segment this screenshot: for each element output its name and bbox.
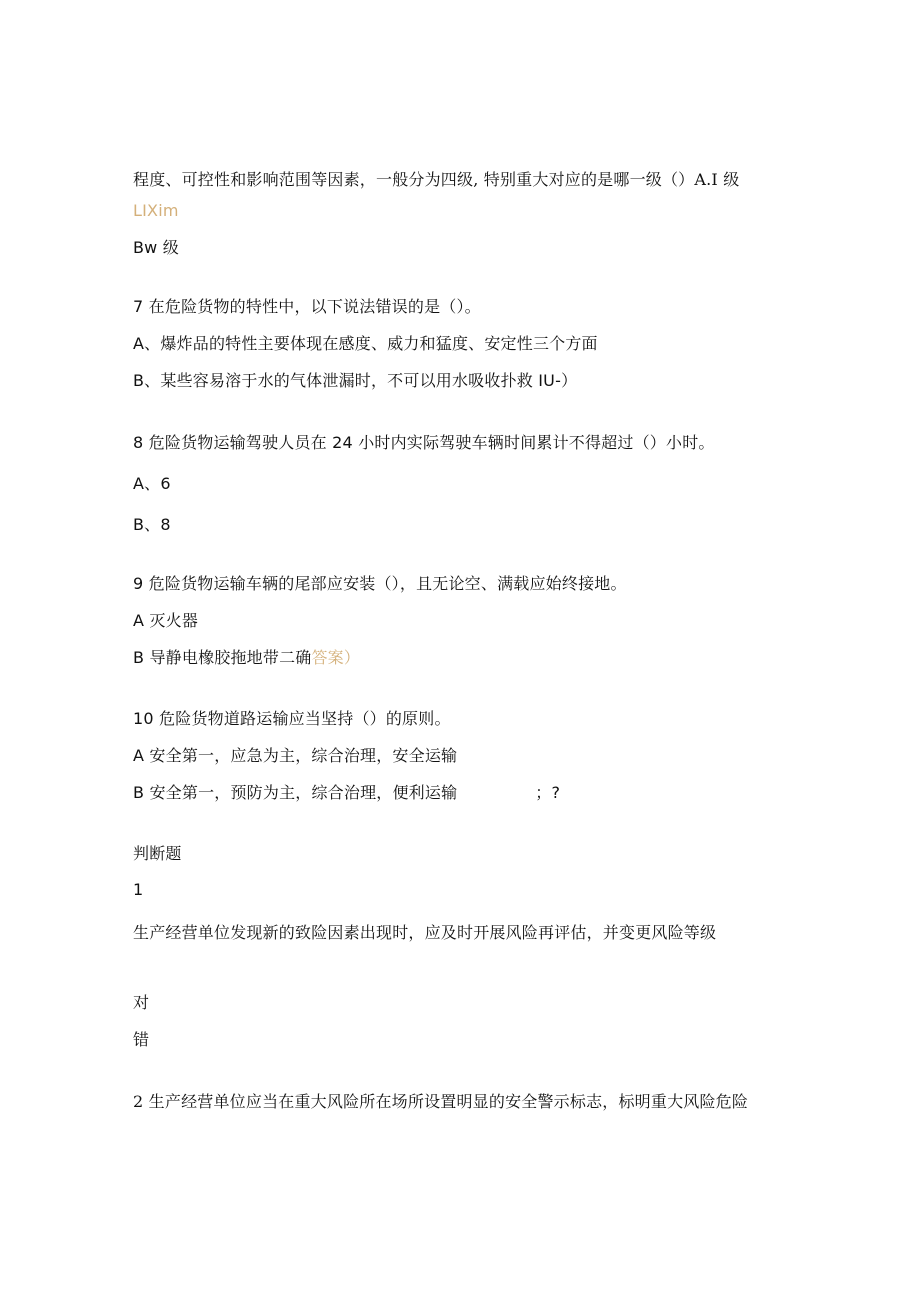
question-10-stem: 10 危险货物道路运输应当坚持（）的原则。	[133, 709, 451, 728]
question-8-stem: 8 危险货物运输驾驶人员在 24 小时内实际驾驶车辆时间累计不得超过（）小时。	[133, 433, 715, 452]
question-7-stem: 7 在危险货物的特性中，以下说法错误的是（）。	[133, 297, 481, 316]
question-8-option-b: B、8	[133, 515, 171, 534]
question-6-stem: 程度、可控性和影响范围等因素，一般分为四级, 特别重大对应的是哪一级（）A.I 级	[133, 170, 740, 189]
true-false-1-option-true: 对	[133, 993, 150, 1012]
question-7-option-b: B、某些容易溶于水的气体泄漏时，不可以用水吸收扑救 IU-）	[133, 371, 578, 390]
question-6-answer-mark: LIXim	[133, 201, 179, 220]
question-10-option-b	[133, 783, 560, 803]
question-9-option-a: A 灭火器	[133, 611, 199, 630]
true-false-2-stem: 2 生产经营单位应当在重大风险所在场所设置明显的安全警示标志，标明重大风险危险	[133, 1092, 749, 1111]
question-9-option-b-text: B 导静电橡胶拖地带二确	[133, 648, 312, 667]
question-9-stem: 9 危险货物运输车辆的尾部应安装（），且无论空、满载应始终接地。	[133, 574, 627, 593]
question-9-answer-mark: 答案）	[311, 648, 361, 667]
question-10-option-a: A 安全第一，应急为主，综合治理，安全运输	[133, 746, 458, 765]
question-8-option-a: A、6	[133, 474, 171, 493]
true-false-1-stem: 生产经营单位发现新的致险因素出现时，应及时开展风险再评估，并变更风险等级	[133, 923, 717, 942]
true-false-1-number: 1	[133, 880, 144, 899]
question-10-option-b-tail: ；?	[535, 783, 561, 802]
question-7-option-a: A、爆炸品的特性主要体现在感度、威力和猛度、安定性三个方面	[133, 334, 598, 353]
question-10-option-b-text: B 安全第一，预防为主，综合治理，便利运输	[133, 783, 458, 802]
question-6-option-b: Bw 级	[133, 238, 179, 257]
section-title-true-false: 判断题	[133, 844, 182, 863]
true-false-1-option-false: 错	[133, 1030, 150, 1049]
question-9-option-b	[133, 648, 360, 668]
